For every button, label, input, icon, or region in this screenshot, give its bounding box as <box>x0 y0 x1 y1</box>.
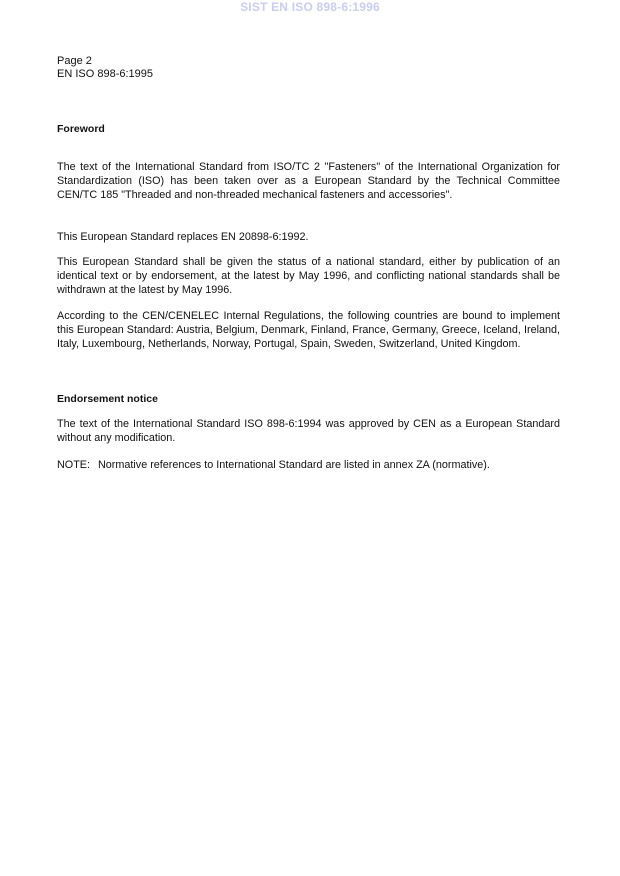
document-id: EN ISO 898-6:1995 <box>57 68 154 80</box>
foreword-paragraph-3: This European Standard shall be given the status of a national standard, either by publication of an identical text or by endorsement, at the latest by May 1996, and conflicting national standards shall be withdrawn at the latest by May 1996. <box>57 256 560 296</box>
endorsement-paragraph: The text of the International Standard ISO 898-6:1994 was approved by CEN as a European Standard without any modification. <box>57 418 560 444</box>
endorsement-heading: Endorsement notice <box>57 393 158 405</box>
foreword-heading: Foreword <box>57 123 105 135</box>
foreword-paragraph-4: According to the CEN/CENELEC Internal Regulations, the following countries are bound to implement this European Standard: Austria, Belgium, Denmark, Finland, France, Germany, Greece, Iceland, Ireland, Italy, Luxembourg, Netherlands, Norway, Portugal, Spain, Sweden, Switzerland, United Kingdom. <box>57 310 560 350</box>
page-number: Page 2 <box>57 55 92 67</box>
page-header <box>57 55 153 81</box>
note-text: Normative references to International Standard are listed in annex ZA (normative). <box>98 459 490 471</box>
watermark: SIST EN ISO 898-6:1996 <box>240 0 380 14</box>
note-label: NOTE: <box>57 459 90 471</box>
foreword-paragraph-1: The text of the International Standard from ISO/TC 2 "Fasteners" of the International Organization for Standardization (ISO) has been taken over as a European Standard by the Technical Committee CEN/TC 185 "Threaded and non-threaded mechanical fasteners and accessories". <box>57 161 560 201</box>
foreword-paragraph-2: This European Standard replaces EN 20898-6:1992. <box>57 231 309 243</box>
endorsement-note <box>57 458 560 472</box>
